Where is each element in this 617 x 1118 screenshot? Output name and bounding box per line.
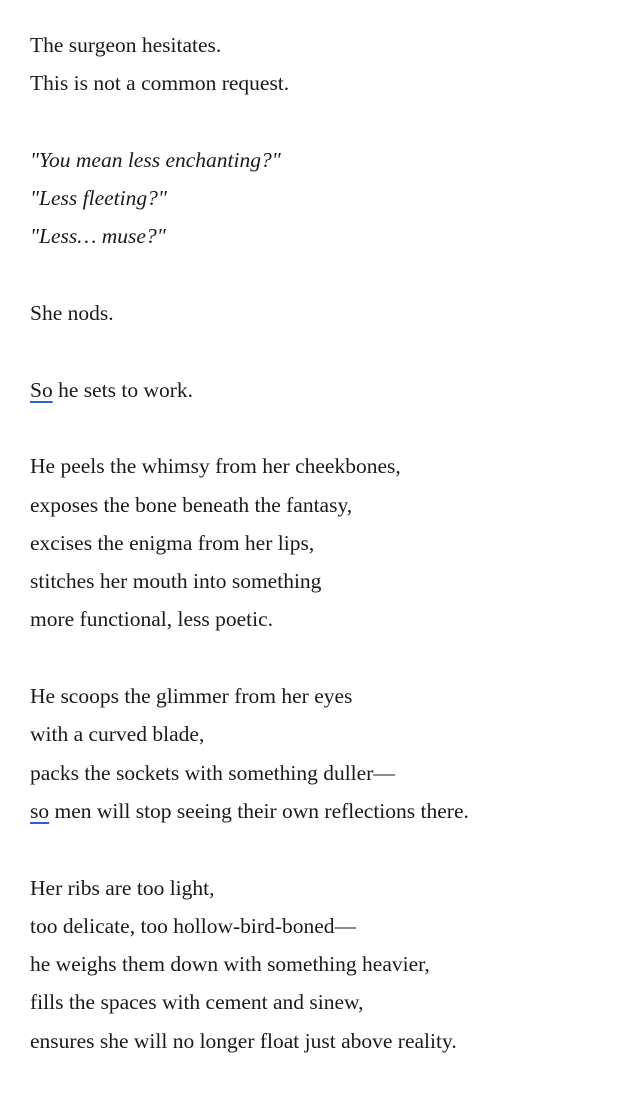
stanza [30, 869, 617, 1060]
stanza-break [30, 639, 617, 677]
stanza [30, 371, 617, 409]
poem-line [30, 715, 617, 753]
poem-line [30, 447, 617, 485]
poem-line [30, 792, 617, 830]
underlined-word: So [30, 377, 53, 402]
poem-line [30, 754, 617, 792]
poem-line [30, 179, 617, 217]
line-text: He scoops the glimmer from her eyes [30, 684, 353, 709]
stanza-break [30, 830, 617, 868]
stanza [30, 447, 617, 638]
line-text: "Less… muse?" [30, 224, 166, 249]
line-text: She nods. [30, 301, 114, 326]
stanza [30, 294, 617, 332]
line-text: he weighs them down with something heavier, [30, 952, 430, 977]
poem-line [30, 486, 617, 524]
line-text: stitches her mouth into something [30, 569, 322, 594]
line-text: packs the sockets with something duller— [30, 760, 395, 785]
line-text: This is not a common request. [30, 71, 290, 96]
stanza-break [30, 332, 617, 370]
line-text: The surgeon hesitates. [30, 33, 222, 57]
line-text: Her ribs are too light, [30, 875, 215, 900]
poem-line [30, 983, 617, 1021]
poem-line [30, 907, 617, 945]
line-text: with a curved blade, [30, 722, 205, 747]
poem-line [30, 141, 617, 179]
line-text: men will stop seeing their own reflections there. [49, 798, 469, 823]
poem-line [30, 600, 617, 638]
poem-line [30, 294, 617, 332]
poem-line [30, 524, 617, 562]
line-text: exposes the bone beneath the fantasy, [30, 492, 353, 517]
poem-line [30, 562, 617, 600]
poem-line [30, 1022, 617, 1060]
stanza [30, 141, 617, 256]
line-text: "You mean less enchanting?" [30, 147, 281, 172]
underlined-word: so [30, 798, 50, 823]
line-text: more functional, less poetic. [30, 607, 273, 632]
stanza-break [30, 103, 617, 141]
stanza [30, 26, 617, 103]
poem-line [30, 869, 617, 907]
line-text: He peels the whimsy from her cheekbones, [30, 454, 401, 479]
line-text: ensures she will no longer float just above reality. [30, 1028, 457, 1053]
line-text: too delicate, too hollow-bird-boned— [30, 913, 357, 938]
poem-line [30, 217, 617, 255]
poem-line [30, 677, 617, 715]
poem-line [30, 371, 617, 409]
stanza-break [30, 256, 617, 294]
poem-line [30, 26, 617, 64]
poem-line [30, 945, 617, 983]
poem-line [30, 64, 617, 102]
stanza-break [30, 409, 617, 447]
line-text: excises the enigma from her lips, [30, 530, 315, 555]
line-text: fills the spaces with cement and sinew, [30, 990, 364, 1015]
line-text: he sets to work. [52, 377, 194, 402]
line-text: "Less fleeting?" [30, 186, 167, 211]
stanza [30, 677, 617, 830]
